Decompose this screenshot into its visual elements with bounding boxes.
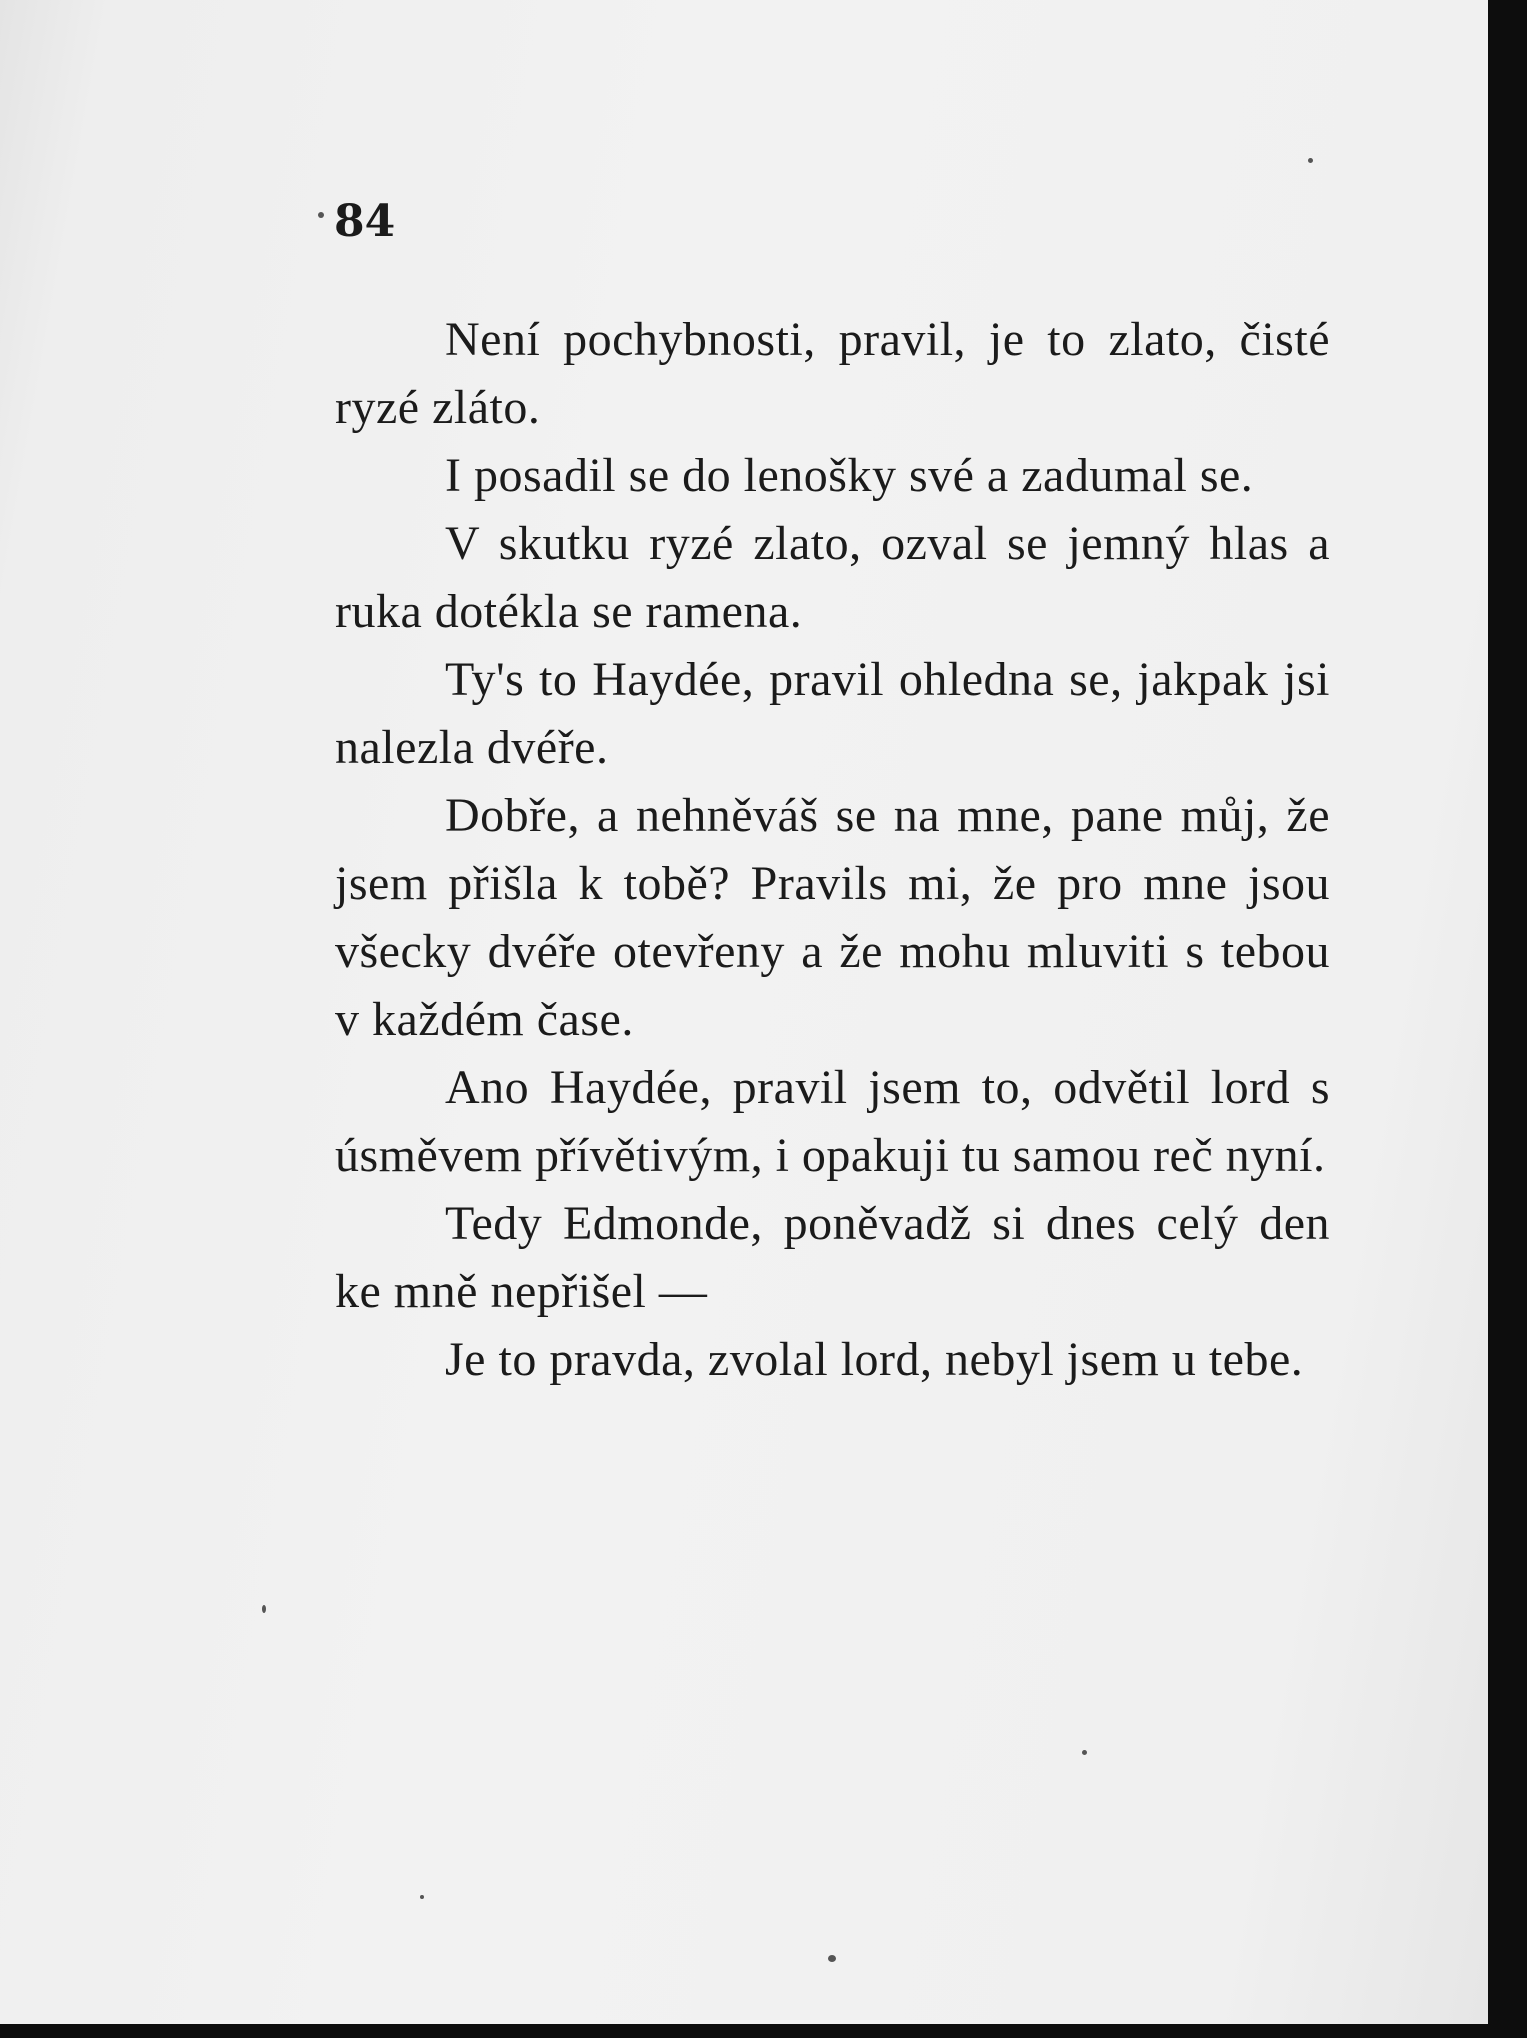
print-speck xyxy=(828,1955,836,1962)
print-speck xyxy=(262,1605,266,1613)
paragraph-8: Je to pravda, zvolal lord, nebyl jsem u tebe. xyxy=(445,1333,1304,1386)
paragraph-1: Není pochybnosti, pravil, je to zlato, čisté ryzé zláto. xyxy=(335,313,1330,434)
print-speck xyxy=(318,212,324,218)
paragraph-3: V skutku ryzé zlato, ozval se jemný hlas a ruka dotékla se ramena. xyxy=(335,517,1330,638)
page-number: 84 xyxy=(334,196,396,247)
paragraph-7: Tedy Edmonde, poněvadž si dnes celý den ke mně nepřišel — xyxy=(335,1197,1330,1318)
paragraph-2: I posadil se do lenošky své a zadumal se. xyxy=(445,449,1254,502)
text-body xyxy=(335,306,1330,1394)
print-speck xyxy=(420,1895,424,1899)
paragraph-5: Dobře, a nehněváš se na mne, pane můj, že jsem přišla k tobě? Pravils mi, že pro mne jsou všecky dvéře otevřeny a že mohu mluviti s tebou v každém čase. xyxy=(335,789,1330,1046)
paragraph-4: Ty's to Haydée, pravil ohledna se, jakpak jsi nalezla dvéře. xyxy=(335,653,1330,774)
paragraph-6: Ano Haydée, pravil jsem to, odvětil lord s úsměvem přívětivým, i opakuji tu samou reč nyní. xyxy=(335,1061,1330,1182)
print-speck xyxy=(1308,158,1313,163)
print-speck xyxy=(1082,1750,1087,1755)
